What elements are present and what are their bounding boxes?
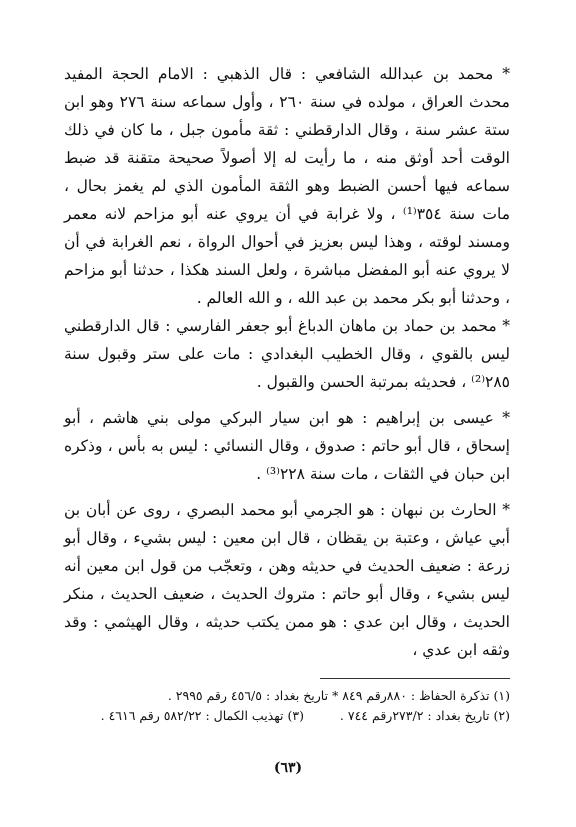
- paragraph-muhammad-bin-hammad: * محمد بن حماد بن ماهان الدباغ أبو جعفر الفارسي : قال الدارقطني ليس بالقوي ، وقال الخطيب البغدادي : مات على ستر وقبول سنة ٢٨٥⁽²⁾ ، فحديثه بمرتبة الحسن والقبول .: [64, 317, 510, 391]
- footnote-1: (١) تذكرة الحفاظ : ٨٨٠رقم ٨٤٩ * تاريخ بغداد : ٤٥٦/٥ رقم ٢٩٩٥ .: [167, 688, 510, 703]
- footnote-row-2: [64, 706, 510, 726]
- footnote-2: (٢) تاريخ بغداد : ٢٧٣/٢رقم ٧٤٤ .: [339, 708, 510, 723]
- paragraph-isa-bin-ibrahim: * عيسى بن إبراهيم : هو ابن سيار البركي مولى بني هاشم ، أبو إسحاق ، قال أبو حاتم : صدوق ، وقال النسائي : ليس به بأس ، وذكره ابن حبان في الثقات ، مات سنة ٢٢٨⁽³⁾ .: [64, 409, 510, 483]
- paragraph-muhammad-bin-abdullah: * محمد بن عبدالله الشافعي : قال الذهبي : الامام الحجة المفيد محدث العراق ، مولده في سنة ٢٦٠ ، وأول سماعه سنة ٢٧٦ وهو ابن ستة عشر سنة ، وقال الدارقطني : ثقة مأمون جبل ، ما كان في ذلك الوقت أحد أوثق منه ، ما رأيت له إلا أصولاً صحيحة متقنة قد ضبط سماعه فيها أحسن الضبط وهو الثقة المأمون الذي لم يغمز بحال ، مات سنة ٣٥٤⁽¹⁾ ، ولا غرابة في أن يروي عنه أبو مزاحم لانه معمر ومسند لوقته ، وهذا ليس بعزيز في أحوال الرواة ، نعم الغرابة في أن لا يروي عنه أبو المفضل مباشرة ، ولعل السند هكذا ، حدثنا أبو مزاحم ، وحدثنا أبو بكر محمد بن عبد الله ، و الله العالم .: [64, 65, 510, 307]
- main-text: [64, 60, 510, 664]
- footnotes: [64, 686, 510, 726]
- paragraph-harith-bin-nabhan: * الحارث بن نبهان : هو الجرمي أبو محمد البصري ، روى عن أبان بن أبي عياش ، وعتبة بن يقظان ، قال ابن معين : ليس بشيء ، وقال أبو زرعة : ضعيف الحديث في حديثه وهن ، وتعجّب من قول ابن معين أنه ليس بشيء ، وقال أبو حاتم : متروك الحديث ، ضعيف الحديث ، منكر الحديث ، وقال ابن عدي : هو ممن يكتب حديثه ، وقال الهيثمي : وقد وثقه ابن عدي ،: [64, 501, 510, 659]
- footnote-divider: [320, 678, 510, 679]
- page-number: (٦٣): [273, 760, 303, 776]
- footnote-3: (٣) تهذيب الكمال : ٥٨٢/٢٢ رقم ٤٦١٦ .: [100, 708, 304, 723]
